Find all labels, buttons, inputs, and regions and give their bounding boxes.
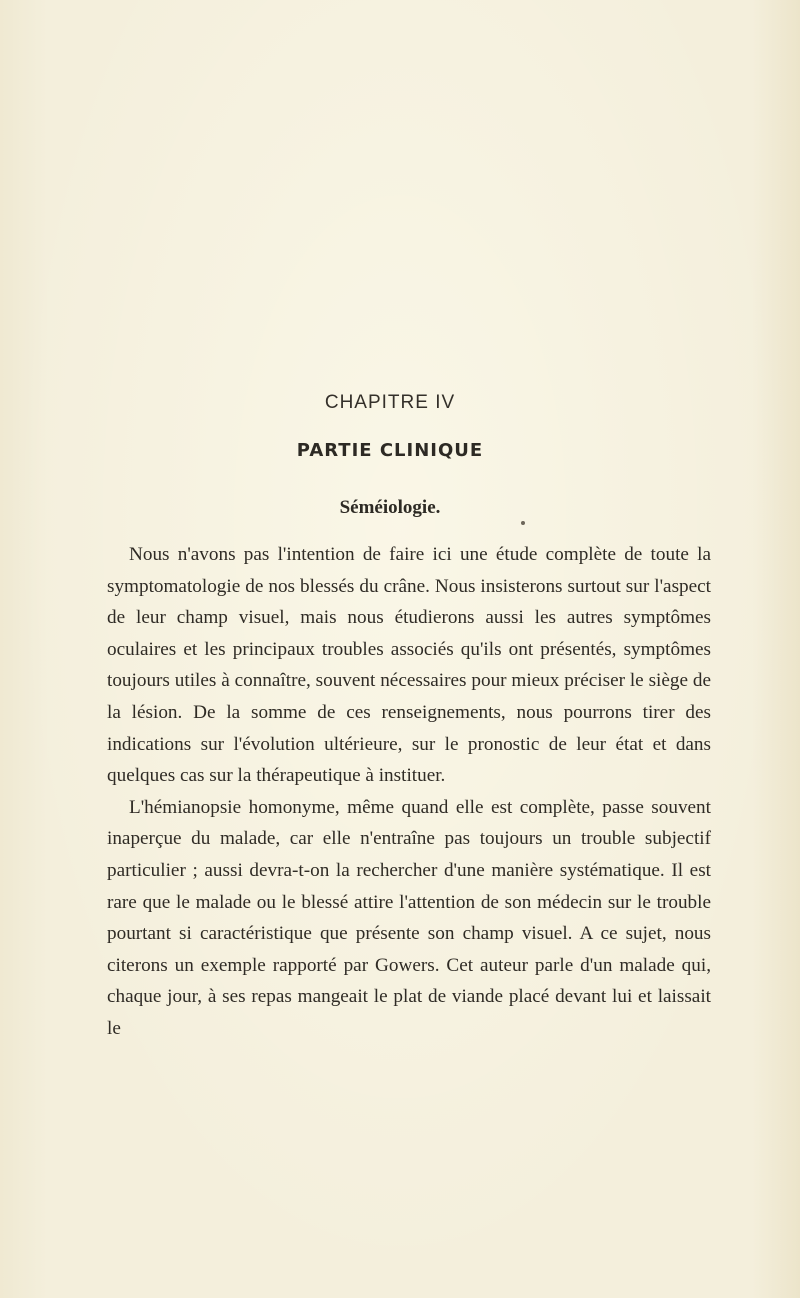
chapter-heading: CHAPITRE IV — [324, 392, 456, 413]
section-heading: Séméiologie. — [339, 497, 441, 518]
paragraph-1: Nous n'avons pas l'intention de faire ici une étude complète de toute la symptomatologie de nos blessés du crâne. Nous insisterons surtout sur l'aspect de leur champ visuel, mais nous étudierons aussi les autres symptômes oculaires et les principaux troubles associés qu'ils ont présentés, symptômes toujours utiles à connaître, souvent nécessaires pour mieux préciser le siège de la lésion. De la somme de ces renseignements, nous pourrons tirer des indications sur l'évolution ultérieure, sur le pronostic de leur état et dans quelques cas sur la thérapeutique à instituer. — [107, 544, 711, 787]
part-heading: PARTIE CLINIQUE — [296, 440, 484, 461]
ink-speck — [521, 521, 525, 525]
paragraph-2: L'hémianopsie homonyme, même quand elle est complète, passe souvent inaperçue du malade, car elle n'entraîne pas toujours un trouble subjectif particulier ; aussi devra-t-on la rechercher d'une manière systématique. Il est rare que le malade ou le blessé attire l'attention de son médecin sur le trouble pourtant si caractéristique que présente son champ visuel. A ce sujet, nous citerons un exemple rapporté par Gowers. Cet auteur parle d'un malade qui, chaque jour, à ses repas mangeait le plat de viande placé devant lui et laissait le — [107, 796, 711, 1039]
body-text — [107, 539, 711, 1045]
